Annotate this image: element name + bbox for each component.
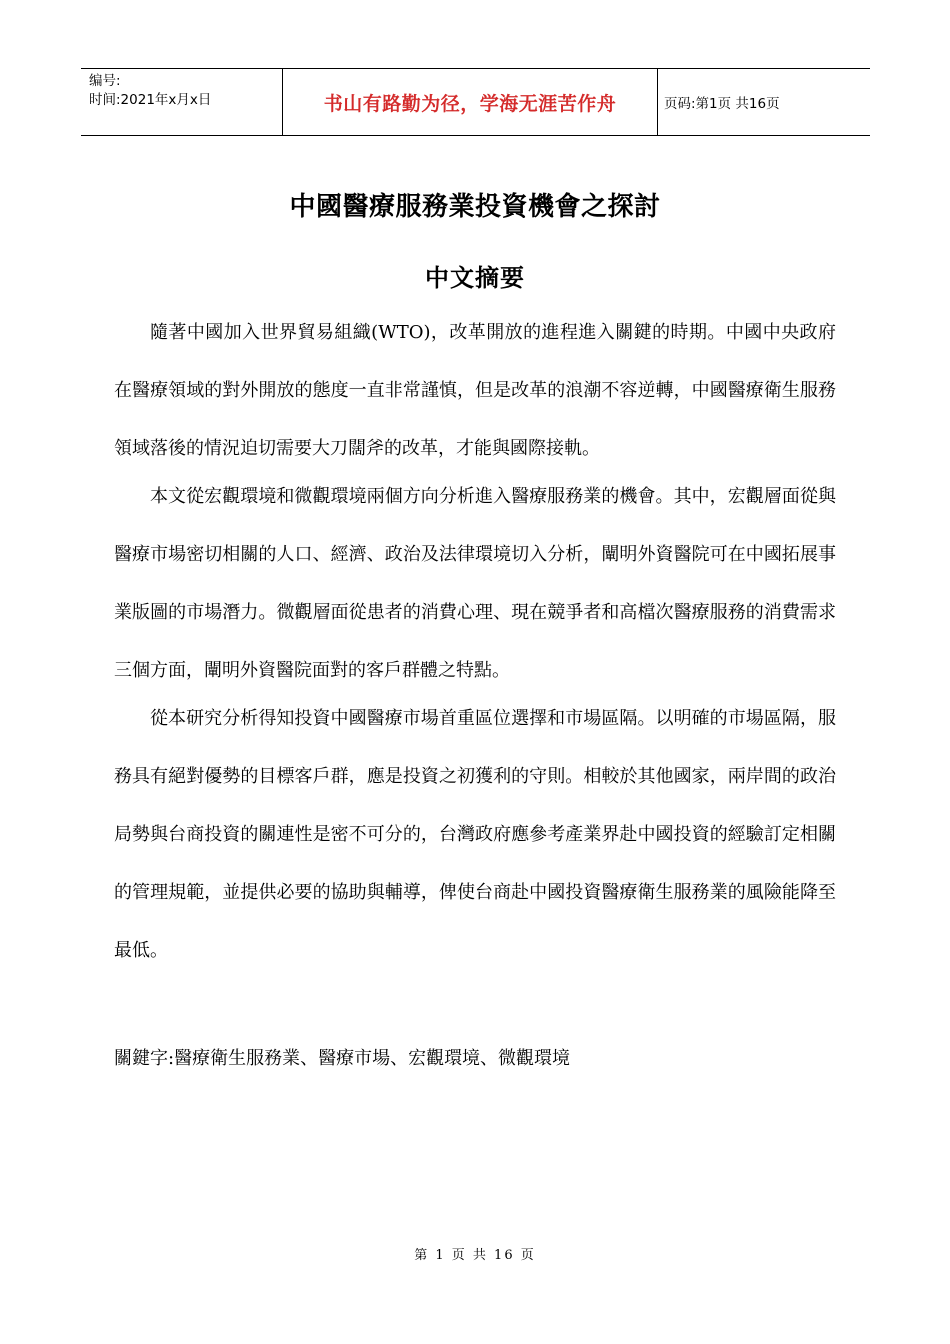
abstract-paragraph-3: 從本研究分析得知投資中國醫療市場首重區位選擇和市場區隔。以明確的市場區隔，服務具有絕對優勢的目標客戶群，應是投資之初獲利的守則。相較於其他國家，兩岸間的政治局勢與台商投資的關連性是密不可分的，台灣政府應參考產業界赴中國投資的經驗訂定相關的管理規範，並提供必要的協助與輔導，俾使台商赴中國投資醫療衛生服務業的風險能降至最低。 [114, 708, 836, 961]
keywords-line: 關鍵字:醫療衛生服務業、醫療市場、宏觀環境、微觀環境 [114, 1048, 571, 1069]
header-page-info: 页码:第1页 共16页 [664, 96, 780, 112]
page-header [81, 68, 870, 136]
document-number-label: 编号: [89, 73, 121, 89]
header-motto: 书山有路勤为径，学海无涯苦作舟 [282, 69, 658, 135]
header-meta [81, 69, 282, 135]
abstract-heading: 中文摘要 [425, 263, 525, 292]
page-footer: 第 1 页 共 16 页 [414, 1248, 536, 1263]
abstract-paragraph-1: 隨著中國加入世界貿易組織(WTO)，改革開放的進程進入關鍵的時期。中國中央政府在醫療領域的對外開放的態度一直非常謹慎，但是改革的浪潮不容逆轉，中國醫療衛生服務領域落後的情況迫切需要大刀闊斧的改革，才能與國際接軌。 [114, 322, 836, 459]
abstract-paragraph-2: 本文從宏觀環境和微觀環境兩個方向分析進入醫療服務業的機會。其中，宏觀層面從與醫療市場密切相關的人口、經濟、政治及法律環境切入分析，闡明外資醫院可在中國拓展事業版圖的市場潛力。微觀層面從患者的消費心理、現在競爭者和高檔次醫療服務的消費需求三個方面，闡明外資醫院面對的客戶群體之特點。 [114, 486, 836, 681]
document-time-label: 时间:2021年x月x日 [89, 92, 212, 108]
document-title: 中國醫療服務業投資機會之探討 [289, 192, 661, 222]
